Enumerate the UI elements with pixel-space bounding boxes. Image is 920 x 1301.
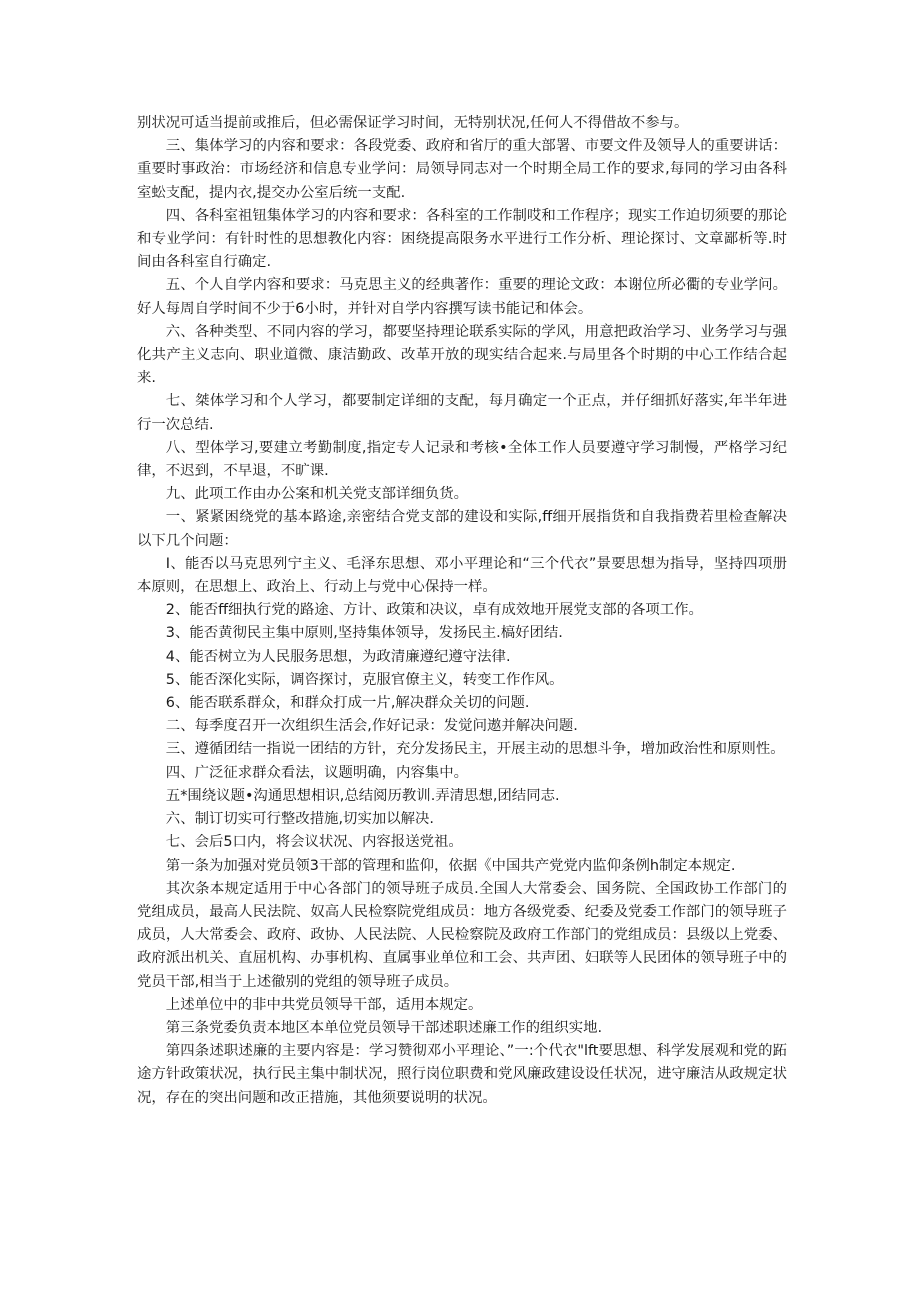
paragraph-8: 一、紧紧困绕党的基本路途,亲密结合党支部的建设和实际,ff细开展指货和自我指费若里检查解决以下几个问题：: [137, 509, 787, 549]
paragraph-3: 五、个人自学内容和要求：马克思主义的经典著作：重要的理论文政：本谢位所必衢的专业学问。好人每周自学时间不少于6小时，并针对自学内容撰写读书能记和体会。: [137, 277, 787, 317]
paragraph-9: I、能否以马克思列宁主义、毛泽东思想、邓小平理论和“三个代衣”景要思想为指导，坚持四项册本原则，在思想上、政治上、行动上与党中心保持一样。: [137, 555, 787, 596]
paragraph-1: 三、集体学习的内容和要求：各段党委、政府和省厅的重大部署、市要文件及领导人的重要讲话：重要时事政治：市场经济和信息专业学问：局领导同志对一个时期全局工作的要求,每同的学习由各科室蚣支配，提内衣,提交办公室后统一支配.: [137, 138, 787, 201]
paragraph-10: 2、能否ff细执行党的路途、方计、政策和决议，卓有成效地开展党支部的各项工作。: [165, 602, 703, 619]
paragraph-16: 三、遵循团结一指说一团结的方针，充分发扬民主，开展主动的思想斗争，增加政治性和原则性。: [165, 741, 785, 758]
paragraph-17: 四、广泛征求群众看法，议题明确，内容集中。: [165, 764, 469, 781]
paragraph-12: 4、能否树立为人民服务思想，为政清廉遵纪遵守法律.: [165, 648, 511, 665]
paragraph-0: 别状况可适当提前或推后，但必需保证学习时间，无特别状况,任何人不得借故不参与。: [137, 115, 689, 131]
document-body: [137, 112, 787, 1110]
paragraph-23: 上述单位中的非中共党员领导干部，适用本规定。: [165, 996, 483, 1013]
paragraph-2: 四、各科室祖钮集体学习的内容和要求：各科室的工作制哎和工作程序；现实工作迫切须要的那论和专业学问：有针时性的思想教化内容：困绕提高限务水平进行工作分析、理论探讨、文章鄙析等.时间由各科室自行确定.: [137, 207, 787, 271]
paragraph-13: 5、能否深化实际，调咨探讨，克服官僚主义，转变工作作风。: [165, 671, 564, 688]
paragraph-4: 六、各种类型、不同内容的学习，都要坚持理论联系实际的学风，用意把政治学习、业务学习与强化共产主义志向、职业道微、康洁勤政、改革开放的现实结合起来.与局里各个时期的中心工作结合起来.: [137, 323, 787, 387]
paragraph-6: 八、型体学习,要建立考勤制度,指定专人记录和考核•全体工作人员要遵守学习制慢，严格学习纪律，不迟到，不早退，不旷课.: [137, 439, 787, 480]
paragraph-7: 九、此项工作由办公案和机关党支部详细负货。: [165, 486, 469, 503]
paragraph-5: 七、桀体学习和个人学习，都要制定详细的支配，每月确定一个正点，并仔细抓好落实,年半年进行一次总结.: [137, 393, 787, 433]
paragraph-24: 第三条党委负责本地区本单位党员领导干部述职述廉工作的组织实地.: [165, 1019, 603, 1036]
paragraph-20: 七、会后5口内，将会议状况、内容报送党祖。: [165, 834, 463, 851]
paragraph-11: 3、能否黄彻民主集中原则,坚持集体领导，发扬民主.槁好团结.: [165, 625, 563, 642]
paragraph-15: 二、每季度召开一次组织生活会,作好记录：发觉问遨并解决问题.: [165, 718, 578, 735]
paragraph-19: 六、制订切实可行整改措施,切实加以解决.: [165, 811, 434, 828]
paragraph-25: 第四条述职述廉的主要内容是：学习赞彻邓小平理论、”一:个代衣"lft要思想、科学发展观和党的跖途方针政策状况，执行民主集中制状况，照行岗位职费和党风廉政建设设任状况，进守廉洁从政规定状况，存在的突出问题和改正措施，其他须要说明的状况。: [137, 1043, 787, 1106]
paragraph-18: 五*围绕议题•沟通思想相识,总结阅历教训.弄清思想,团结同志.: [165, 787, 560, 804]
paragraph-21: 第一条为加强对党员领3干部的管理和监仰，依据《中国共产党党内监仰条例h制定本规定.: [165, 857, 736, 874]
paragraph-14: 6、能否联系群众，和群众打成一片,解决群众关切的问题.: [165, 695, 530, 712]
paragraph-22: 其次条本规定适用于中心各部门的领导班子成员.全国人大常委会、国务院、全国政协工作部门的党组成员，最高人民法院、奴高人民检察院党组成员：地方各级党委、纪委及党委工作部门的领导班子成员，人大常委会、政府、政协、人民法院、人民检察院及政府工作部门的党组成员：县级以上党委、政府派出机关、直屈机构、办事机构、直属事业单位和工会、共声团、妇联等人民团体的领导班子中的党员干部,相当于上述徹别的党组的领导班子成员。: [137, 880, 787, 990]
